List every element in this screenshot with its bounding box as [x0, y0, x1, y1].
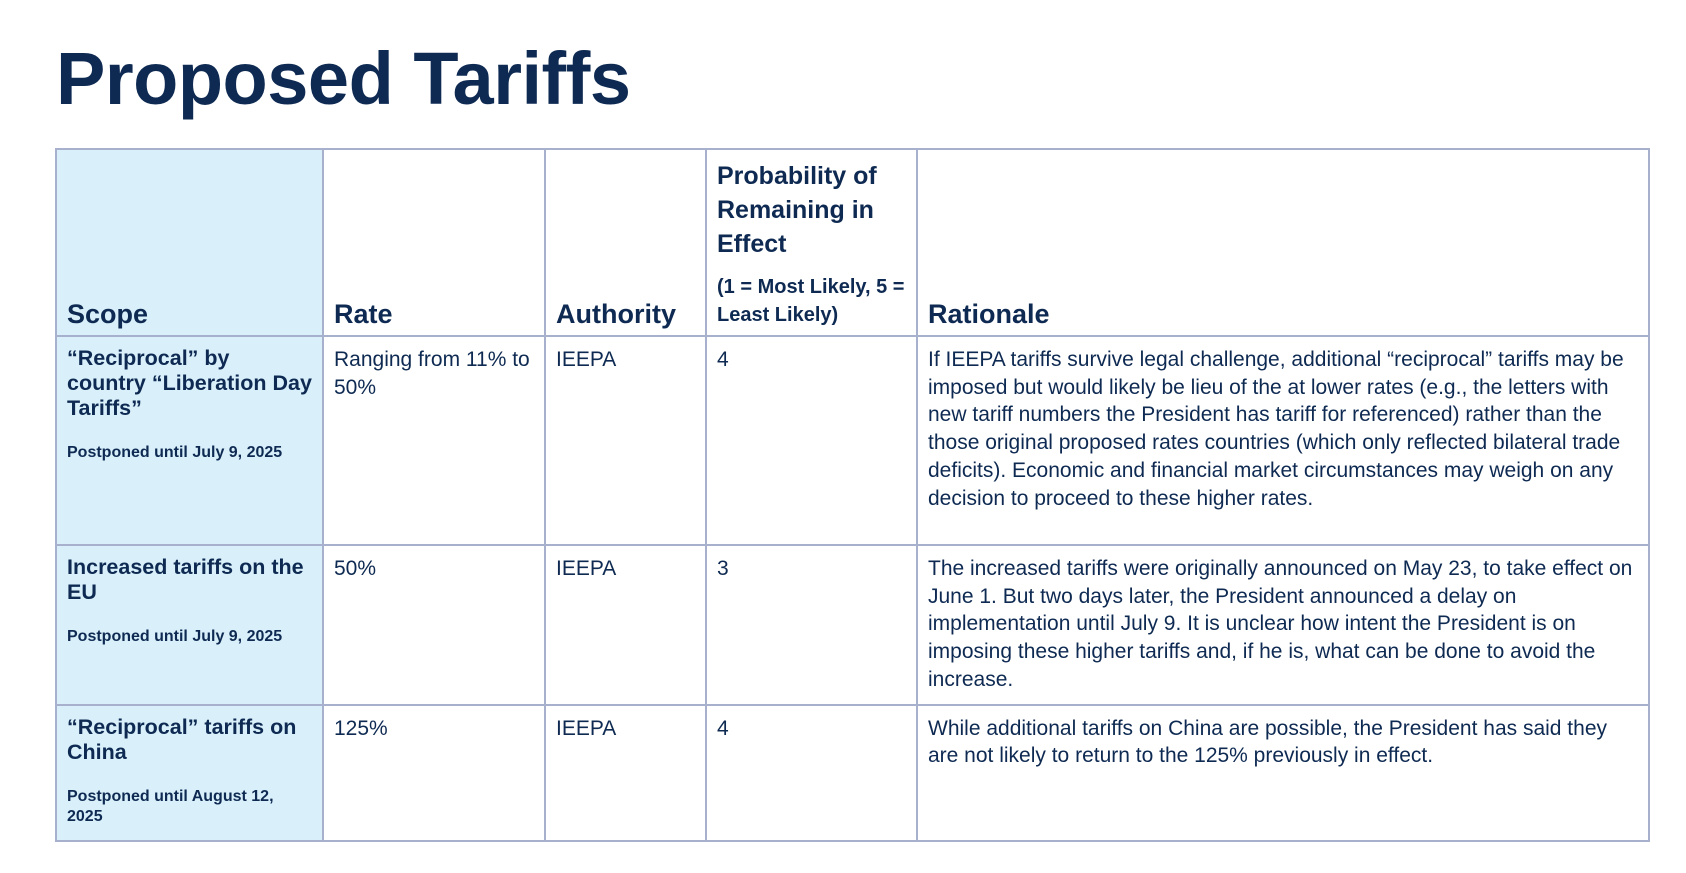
table-header-row: [56, 149, 1649, 336]
rate-cell: Ranging from 11% to 50%: [323, 336, 545, 545]
header-probability: [706, 149, 917, 336]
scope-cell: [56, 336, 323, 545]
rationale-cell: While additional tariffs on China are possible, the President has said they are not likely to return to the 125% previously in effect.: [917, 705, 1649, 841]
scope-title: “Reciprocal” tariffs on China: [67, 714, 297, 764]
header-rationale: Rationale: [917, 149, 1649, 336]
page-title: Proposed Tariffs: [56, 37, 631, 120]
scope-title: “Reciprocal” by country “Liberation Day Tariffs”: [67, 346, 312, 420]
rationale-cell: The increased tariffs were originally announced on May 23, to take effect on June 1. But two days later, the President announced a delay on implementation until July 9. It is unclear how intent the President is on imposing these higher tariffs and, if he is, what can be done to avoid the increase.: [917, 545, 1649, 705]
scope-title: Increased tariffs on the EU: [67, 555, 304, 604]
header-scope: Scope: [56, 149, 323, 336]
probability-cell: 4: [706, 336, 917, 545]
authority-cell: IEEPA: [545, 545, 706, 705]
status-note: Postponed until August 12, 2025: [67, 787, 274, 825]
status-note: Postponed until July 9, 2025: [67, 444, 283, 461]
authority-cell: IEEPA: [545, 336, 706, 545]
scope-cell: [56, 545, 323, 705]
probability-cell: 3: [706, 545, 917, 705]
rate-cell: 125%: [323, 705, 545, 841]
header-rate: Rate: [323, 149, 545, 336]
authority-cell: IEEPA: [545, 705, 706, 841]
probability-cell: 4: [706, 705, 917, 841]
status-note: Postponed until July 9, 2025: [67, 628, 283, 645]
header-authority: Authority: [545, 149, 706, 336]
tariffs-table: [55, 148, 1650, 842]
rate-cell: 50%: [323, 545, 545, 705]
header-probability-scale: (1 = Most Likely, 5 = Least Likely): [717, 276, 905, 326]
scope-cell: [56, 705, 323, 841]
table-row: [56, 705, 1649, 841]
table-row: [56, 545, 1649, 705]
table-row: [56, 336, 1649, 545]
rationale-cell: If IEEPA tariffs survive legal challenge, additional “reciprocal” tariffs may be imposed but would likely be lieu of the at lower rates (e.g., the letters with new tariff numbers the President has tariff for referenced) rather than the those original proposed rates countries (which only reflected bilateral trade deficits). Economic and financial market circumstances may weigh on any decision to proceed to these higher rates.: [917, 336, 1649, 545]
header-probability-label: Probability of Remaining in Effect: [717, 162, 877, 258]
